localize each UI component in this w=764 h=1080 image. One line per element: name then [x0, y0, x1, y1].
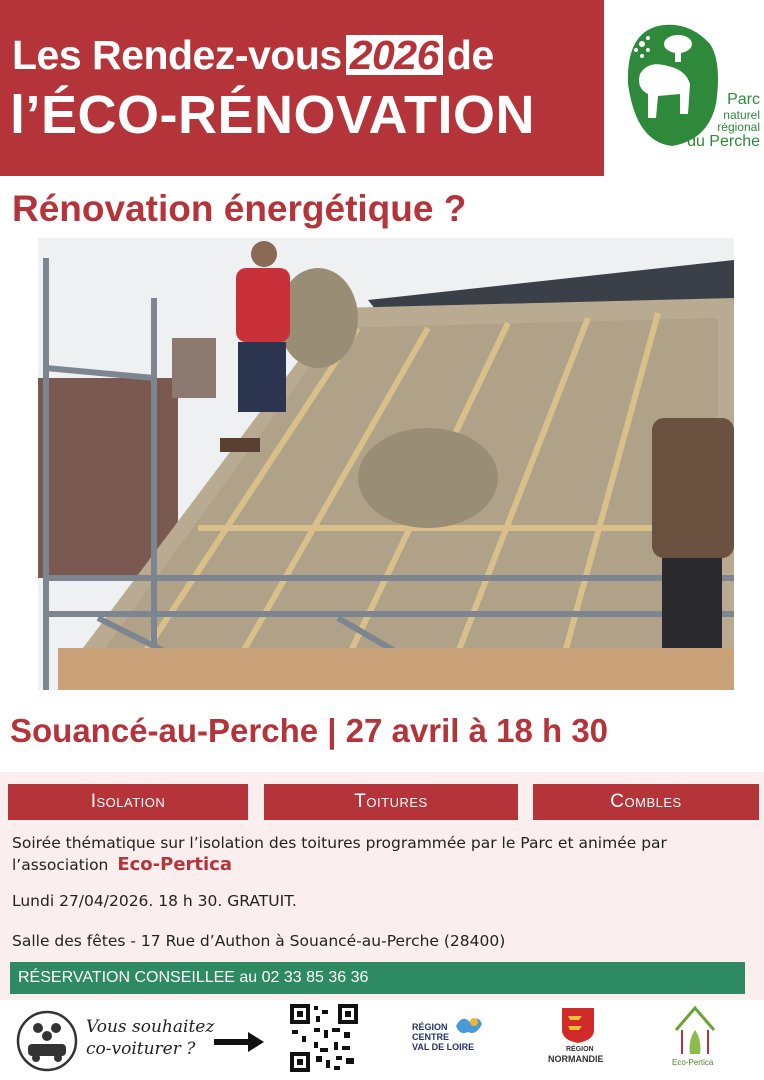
region-normandie-logo — [546, 1006, 612, 1068]
title-suffix: de — [446, 32, 494, 78]
eco-pertica-label: Eco-Pertica — [672, 1058, 714, 1067]
region-normandie-line-2: NORMANDIE — [548, 1054, 604, 1064]
region-centre-line-2: CENTRE — [412, 1032, 450, 1042]
tag-isolation: Isolation — [8, 784, 248, 820]
park-logo-text — [650, 92, 760, 151]
event-description — [12, 832, 752, 876]
region-centre-emblem-icon — [454, 1014, 484, 1036]
carpool-text — [86, 1016, 214, 1060]
logo-line-2: naturel — [723, 107, 760, 122]
event-date-line: Lundi 27/04/2026. 18 h 30. GRATUIT. — [12, 892, 297, 910]
title-line-1 — [12, 32, 494, 79]
logo-line-3: régional — [717, 120, 760, 135]
description-text: Soirée thématique sur l’isolation des toitures programmée par le Parc et animée par l’association — [12, 834, 667, 874]
page-title: l’ÉCO-RÉNOVATION — [10, 85, 536, 145]
title-year: 2026 — [346, 35, 443, 75]
tag-combles: Combles — [533, 784, 759, 820]
eco-pertica-house-icon — [672, 1000, 718, 1056]
qr-code-icon[interactable] — [288, 1002, 360, 1074]
normandie-shield-icon — [560, 1006, 596, 1044]
logo-line-4: du Perche — [687, 132, 760, 150]
tag-toitures: Toitures — [264, 784, 518, 820]
logo-line-1: Parc — [727, 91, 760, 108]
region-centre-line-3: VAL DE LOIRE — [412, 1042, 475, 1052]
event-location-date: Souancé-au-Perche | 27 avril à 18 h 30 — [10, 712, 609, 749]
reservation-banner — [10, 962, 745, 994]
event-place-line: Salle des fêtes - 17 Rue d’Authon à Souancé-au-Perche (28400) — [12, 932, 506, 950]
eco-pertica-logo — [672, 1000, 718, 1072]
region-normandie-line-1: RÉGION — [566, 1046, 594, 1053]
region-centre-line-1: RÉGION — [412, 1022, 448, 1032]
reservation-text: RÉSERVATION CONSEILLEE au 02 33 85 36 36 — [18, 969, 369, 986]
carpool-line-1: Vous souhaitez — [86, 1017, 215, 1037]
carpool-icon — [16, 1010, 78, 1072]
region-centre-logo — [410, 1014, 486, 1060]
roof-insulation-photo — [38, 238, 734, 690]
title-prefix: Les Rendez-vous — [12, 32, 342, 78]
subtitle: Rénovation énergétique ? — [12, 188, 467, 229]
arrow-right-icon — [212, 1030, 266, 1054]
association-name: Eco-Pertica — [117, 854, 232, 875]
carpool-line-2: co-voiturer ? — [86, 1039, 196, 1059]
